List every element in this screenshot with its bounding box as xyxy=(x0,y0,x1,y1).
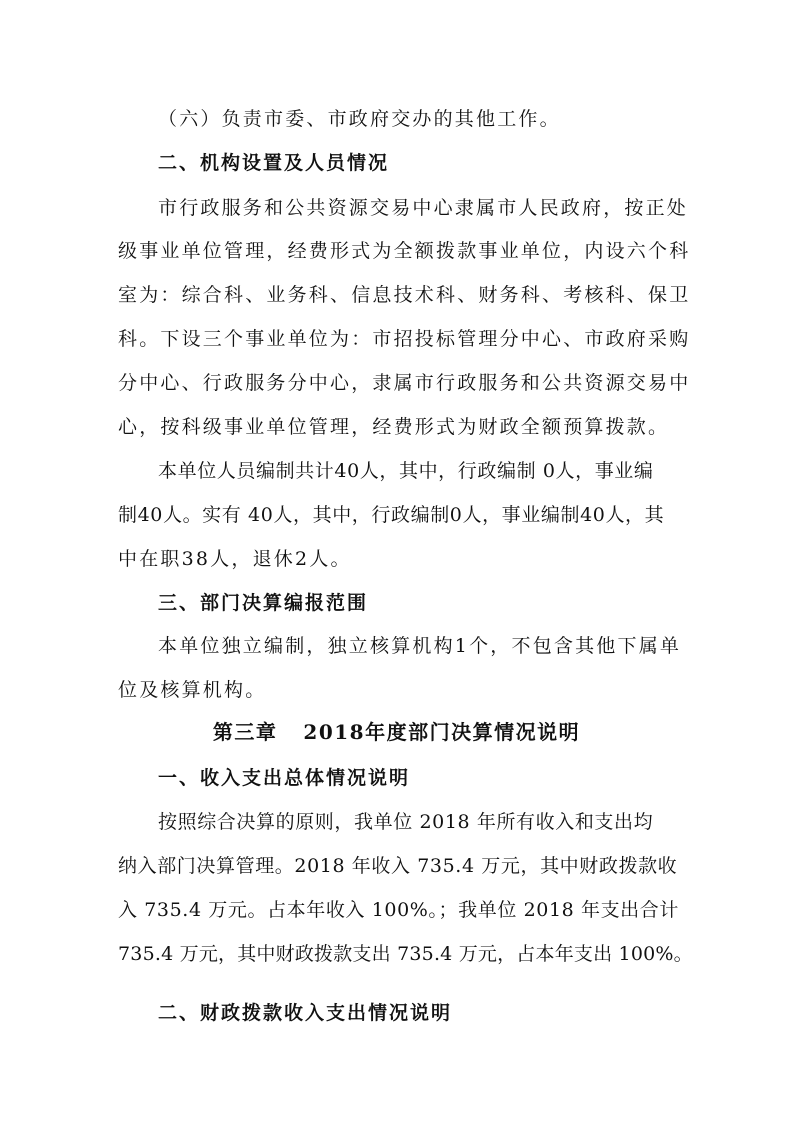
paragraph-line: 本单位独立编制，独立核算机构1个，不包含其他下属单 xyxy=(158,635,682,657)
item-six-text: （六）负责市委、市政府交办的其他工作。 xyxy=(158,108,561,130)
paragraph-line: 科。下设三个事业单位为：市招投标管理分中心、市政府采购 xyxy=(118,328,691,350)
chapter-label: 第三章 xyxy=(212,720,278,744)
section-heading-overview: 一、收入支出总体情况说明 xyxy=(158,767,411,789)
paragraph-line: 位及核算机构。 xyxy=(118,679,267,701)
paragraph-line: 室为：综合科、业务科、信息技术科、财务科、考核科、保卫 xyxy=(118,284,691,306)
paragraph-line: 按照综合决算的原则，我单位 2018 年所有收入和支出均 xyxy=(158,811,654,833)
paragraph-line: 中在职38人，退休2人。 xyxy=(118,548,352,570)
paragraph-line: 入 735.4 万元。占本年收入 100%。；我单位 2018 年支出合计 xyxy=(118,899,679,921)
paragraph-line: 心，按科级事业单位管理，经费形式为财政全额预算拨款。 xyxy=(118,416,670,438)
section-heading-fiscal: 二、财政拨款收入支出情况说明 xyxy=(158,1002,453,1024)
section-heading-organization: 二、机构设置及人员情况 xyxy=(158,152,390,174)
chapter-title: 2018年度部门决算情况说明 xyxy=(303,720,581,744)
section-heading-scope: 三、部门决算编报范围 xyxy=(158,592,369,614)
chapter-heading xyxy=(0,718,793,746)
paragraph-line: 级事业单位管理，经费形式为全额拨款事业单位，内设六个科 xyxy=(118,240,691,262)
paragraph-line: 纳入部门决算管理。2018 年收入 735.4 万元，其中财政拨款收 xyxy=(118,855,678,877)
paragraph-line: 本单位人员编制共计40人，其中，行政编制 0人，事业编 xyxy=(158,460,654,482)
paragraph-line: 市行政服务和公共资源交易中心隶属市人民政府，按正处 xyxy=(158,197,689,219)
paragraph-line: 分中心、行政服务分中心，隶属市行政服务和公共资源交易中 xyxy=(118,372,691,394)
paragraph-line: 735.4 万元，其中财政拨款支出 735.4 万元，占本年支出 100%。 xyxy=(118,943,693,965)
paragraph-line: 制40人。实有 40人，其中，行政编制0人，事业编制40人，其 xyxy=(118,504,665,526)
